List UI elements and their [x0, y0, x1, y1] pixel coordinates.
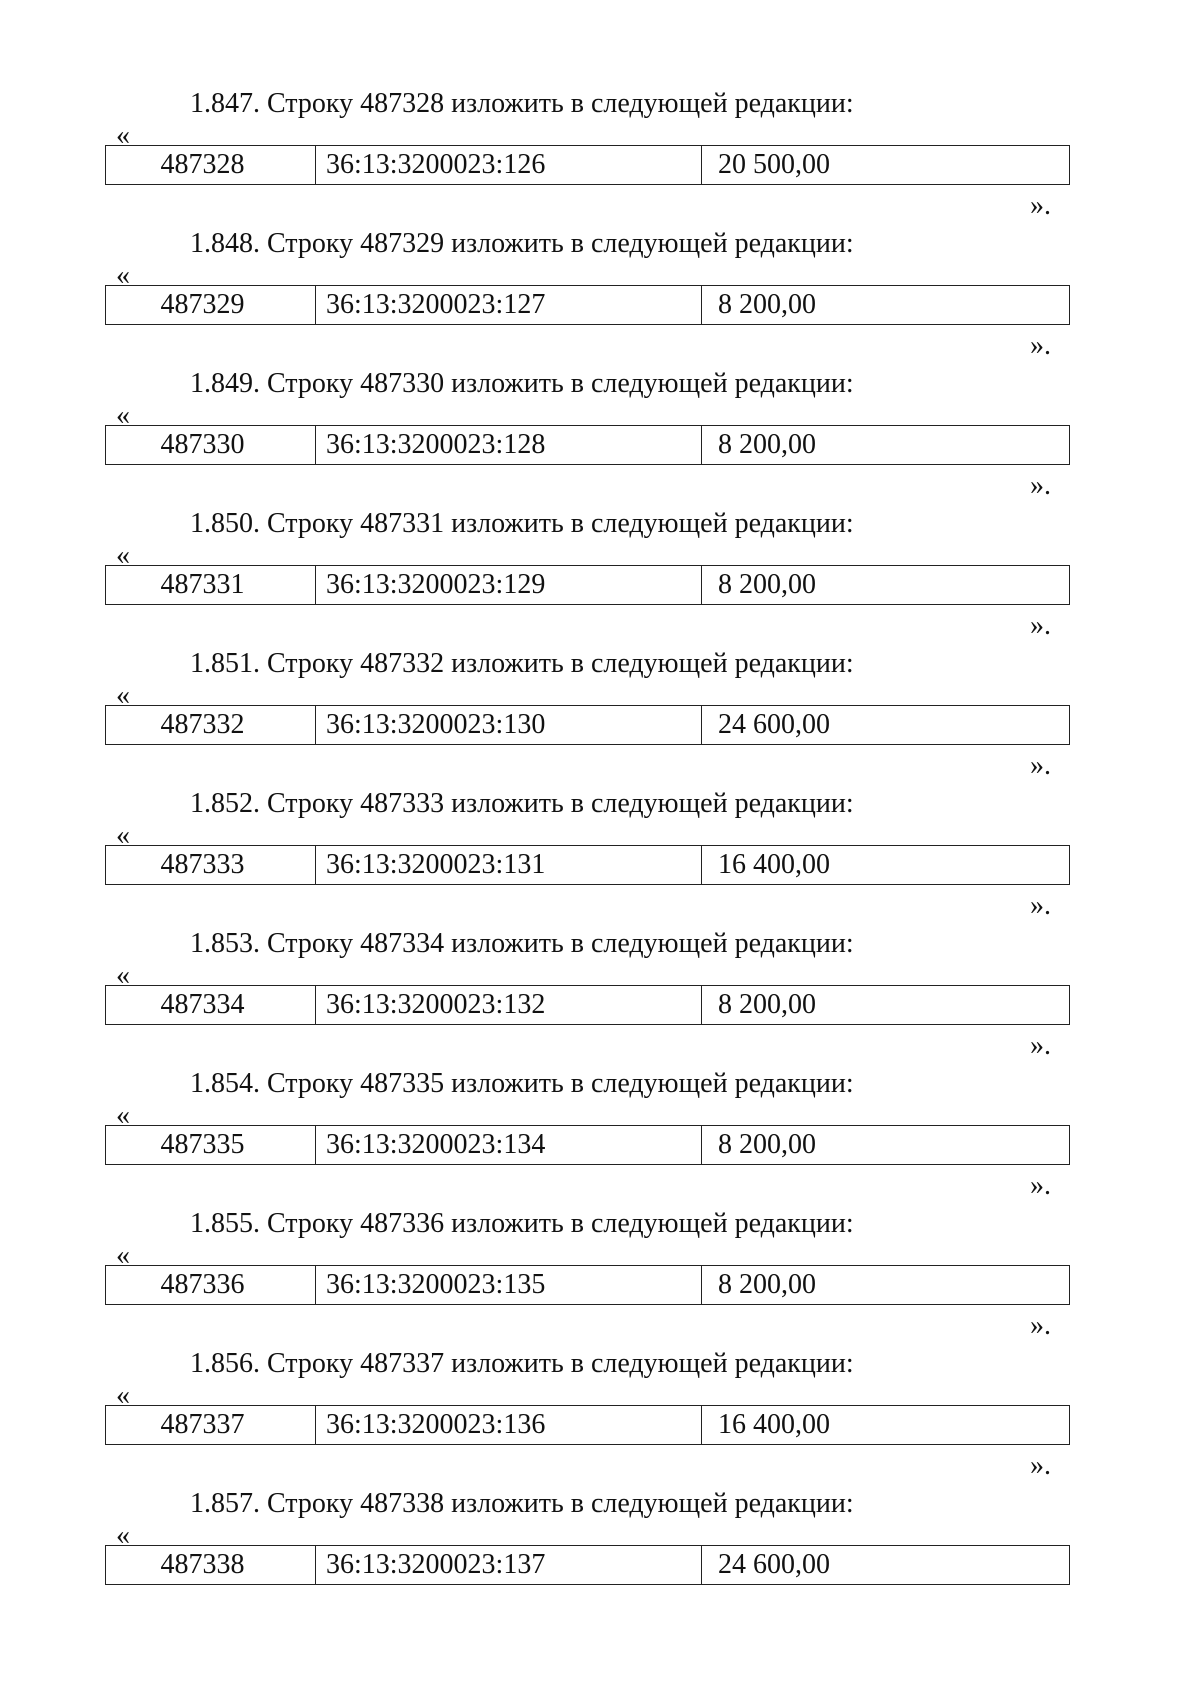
closing-quote: ».: [1030, 190, 1051, 221]
amendment-section: [0, 87, 1200, 227]
cadastral-number-cell: 36:13:3200023:135: [316, 1266, 702, 1304]
amendment-section: [0, 1067, 1200, 1207]
table-row: [105, 1545, 1070, 1585]
cadastral-number-cell: 36:13:3200023:136: [316, 1406, 702, 1444]
value-cell: 24 600,00: [718, 709, 830, 740]
amendment-section: [0, 1487, 1200, 1627]
amendment-heading: 1.856. Строку 487337 изложить в следующей редакции:: [190, 1348, 854, 1379]
row-number-cell: 487336: [106, 1266, 316, 1304]
closing-quote: ».: [1030, 1450, 1051, 1481]
row-number-cell: 487335: [106, 1126, 316, 1164]
cadastral-number-cell: 36:13:3200023:126: [316, 146, 702, 184]
closing-quote: ».: [1030, 890, 1051, 921]
amendment-heading: 1.854. Строку 487335 изложить в следующей редакции:: [190, 1068, 854, 1099]
value-cell: 16 400,00: [718, 1409, 830, 1440]
table-row: [105, 705, 1070, 745]
opening-quote: «: [116, 1240, 130, 1271]
amendment-heading: 1.848. Строку 487329 изложить в следующей редакции:: [190, 228, 854, 259]
row-number-cell: 487337: [106, 1406, 316, 1444]
closing-quote: ».: [1030, 330, 1051, 361]
closing-quote: ».: [1030, 1030, 1051, 1061]
cadastral-number-cell: 36:13:3200023:128: [316, 426, 702, 464]
opening-quote: «: [116, 680, 130, 711]
opening-quote: «: [116, 540, 130, 571]
opening-quote: «: [116, 1520, 130, 1551]
row-number-cell: 487333: [106, 846, 316, 884]
amendment-heading: 1.849. Строку 487330 изложить в следующей редакции:: [190, 368, 854, 399]
cadastral-number-cell: 36:13:3200023:130: [316, 706, 702, 744]
closing-quote: ».: [1030, 1310, 1051, 1341]
value-cell: 20 500,00: [718, 149, 830, 180]
table-row: [105, 1265, 1070, 1305]
amendment-section: [0, 507, 1200, 647]
table-row: [105, 1405, 1070, 1445]
cadastral-number-cell: 36:13:3200023:129: [316, 566, 702, 604]
row-number-cell: 487330: [106, 426, 316, 464]
table-row: [105, 565, 1070, 605]
amendment-heading: 1.851. Строку 487332 изложить в следующей редакции:: [190, 648, 854, 679]
opening-quote: «: [116, 1380, 130, 1411]
amendment-section: [0, 787, 1200, 927]
value-cell: 8 200,00: [718, 289, 816, 320]
amendment-heading: 1.847. Строку 487328 изложить в следующей редакции:: [190, 88, 854, 119]
value-cell: 8 200,00: [718, 429, 816, 460]
opening-quote: «: [116, 400, 130, 431]
table-row: [105, 145, 1070, 185]
value-cell: 8 200,00: [718, 989, 816, 1020]
opening-quote: «: [116, 260, 130, 291]
row-number-cell: 487338: [106, 1546, 316, 1584]
opening-quote: «: [116, 1100, 130, 1131]
amendment-section: [0, 1347, 1200, 1487]
amendment-heading: 1.853. Строку 487334 изложить в следующей редакции:: [190, 928, 854, 959]
amendment-section: [0, 927, 1200, 1067]
row-number-cell: 487332: [106, 706, 316, 744]
cadastral-number-cell: 36:13:3200023:127: [316, 286, 702, 324]
value-cell: 16 400,00: [718, 849, 830, 880]
closing-quote: ».: [1030, 1170, 1051, 1201]
amendment-section: [0, 647, 1200, 787]
table-row: [105, 425, 1070, 465]
opening-quote: «: [116, 960, 130, 991]
cadastral-number-cell: 36:13:3200023:134: [316, 1126, 702, 1164]
cadastral-number-cell: 36:13:3200023:132: [316, 986, 702, 1024]
closing-quote: ».: [1030, 750, 1051, 781]
amendment-section: [0, 367, 1200, 507]
closing-quote: ».: [1030, 610, 1051, 641]
value-cell: 24 600,00: [718, 1549, 830, 1580]
amendment-heading: 1.852. Строку 487333 изложить в следующей редакции:: [190, 788, 854, 819]
value-cell: 8 200,00: [718, 1129, 816, 1160]
row-number-cell: 487331: [106, 566, 316, 604]
closing-quote: ».: [1030, 470, 1051, 501]
opening-quote: «: [116, 820, 130, 851]
table-row: [105, 845, 1070, 885]
amendment-section: [0, 1207, 1200, 1347]
opening-quote: «: [116, 120, 130, 151]
value-cell: 8 200,00: [718, 1269, 816, 1300]
amendment-section: [0, 227, 1200, 367]
table-row: [105, 1125, 1070, 1165]
table-row: [105, 985, 1070, 1025]
value-cell: 8 200,00: [718, 569, 816, 600]
row-number-cell: 487328: [106, 146, 316, 184]
cadastral-number-cell: 36:13:3200023:131: [316, 846, 702, 884]
row-number-cell: 487334: [106, 986, 316, 1024]
row-number-cell: 487329: [106, 286, 316, 324]
cadastral-number-cell: 36:13:3200023:137: [316, 1546, 702, 1584]
table-row: [105, 285, 1070, 325]
amendment-heading: 1.855. Строку 487336 изложить в следующей редакции:: [190, 1208, 854, 1239]
amendment-heading: 1.857. Строку 487338 изложить в следующей редакции:: [190, 1488, 854, 1519]
amendment-heading: 1.850. Строку 487331 изложить в следующей редакции:: [190, 508, 854, 539]
